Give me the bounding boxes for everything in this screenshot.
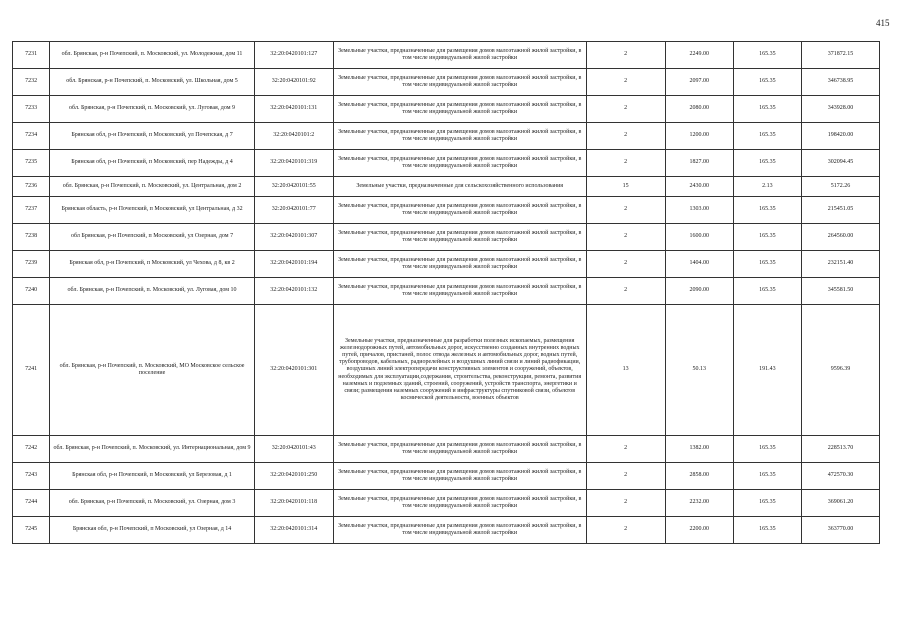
- page-number: 415: [876, 18, 890, 28]
- cadastral-number: 32:20:0420101:127: [254, 42, 333, 69]
- group-code: 2: [586, 69, 665, 96]
- cadastral-number: 32:20:0420101:319: [254, 150, 333, 177]
- table-row: [13, 96, 880, 123]
- row-number: 7235: [13, 150, 50, 177]
- area: 1827.00: [665, 150, 733, 177]
- cadastral-number: 32:20:0420101:307: [254, 224, 333, 251]
- cadastral-value: 264560.00: [801, 224, 879, 251]
- area: 2430.00: [665, 177, 733, 197]
- land-use: Земельные участки, предназначенные для размещения домов малоэтажной жилой застройки, в том числе индивидуальной жилой застройки: [333, 224, 586, 251]
- row-number: 7242: [13, 436, 50, 463]
- group-code: 2: [586, 224, 665, 251]
- group-code: 2: [586, 251, 665, 278]
- table-row: [13, 490, 880, 517]
- cadastral-value: 5172.26: [801, 177, 879, 197]
- rate: 165.35: [733, 251, 801, 278]
- group-code: 2: [586, 42, 665, 69]
- area: 2858.00: [665, 463, 733, 490]
- cadastral-number: 32:20:0420101:132: [254, 278, 333, 305]
- row-number: 7234: [13, 123, 50, 150]
- area: 2090.00: [665, 278, 733, 305]
- cadastral-value: 198420.00: [801, 123, 879, 150]
- cadastral-value: 343928.00: [801, 96, 879, 123]
- rate: 165.35: [733, 278, 801, 305]
- cadastral-number: 32:20:0420101:55: [254, 177, 333, 197]
- address: обл. Брянская, р-н Почепский, п. Московский, ул. Центральная, дом 2: [50, 177, 254, 197]
- table-row: [13, 123, 880, 150]
- address: Брянская область, р-н Почепский, п Московский, ул Центральная, д 32: [50, 197, 254, 224]
- rate: 165.35: [733, 123, 801, 150]
- cadastral-value: 215451.05: [801, 197, 879, 224]
- address: Брянская обл, р-н Почепский, п Московский, ул Озерная, д 14: [50, 517, 254, 544]
- land-use: Земельные участки, предназначенные для сельскохозяйственного использования: [333, 177, 586, 197]
- cadastral-number: 32:20:0420101:250: [254, 463, 333, 490]
- row-number: 7241: [13, 305, 50, 436]
- rate: 165.35: [733, 96, 801, 123]
- rate: 165.35: [733, 463, 801, 490]
- cadastral-value: 371872.15: [801, 42, 879, 69]
- table-row: [13, 251, 880, 278]
- group-code: 2: [586, 96, 665, 123]
- row-number: 7236: [13, 177, 50, 197]
- land-use: Земельные участки, предназначенные для размещения домов малоэтажной жилой застройки, в том числе индивидуальной жилой застройки: [333, 123, 586, 150]
- address: обл. Брянская, р-н Почепский, п. Московский, ул. Луговая, дом 9: [50, 96, 254, 123]
- address: Брянская обл, р-н Почепский, п Московский, ул Почепская, д 7: [50, 123, 254, 150]
- group-code: 2: [586, 123, 665, 150]
- table-row: [13, 150, 880, 177]
- cadastral-value: 302094.45: [801, 150, 879, 177]
- area: 2200.00: [665, 517, 733, 544]
- rate: 165.35: [733, 224, 801, 251]
- table-row: [13, 463, 880, 490]
- land-use: Земельные участки, предназначенные для размещения домов малоэтажной жилой застройки, в том числе индивидуальной жилой застройки: [333, 42, 586, 69]
- rate: 165.35: [733, 490, 801, 517]
- row-number: 7238: [13, 224, 50, 251]
- address: обл. Брянская, р-н Почепский, п. Московский, ул. Молодежная, дом 11: [50, 42, 254, 69]
- land-use: Земельные участки, предназначенные для размещения домов малоэтажной жилой застройки, в том числе индивидуальной жилой застройки: [333, 96, 586, 123]
- row-number: 7232: [13, 69, 50, 96]
- address: обл. Брянская, р-н Почепский, п. Московский, ул. Озерная, дом 3: [50, 490, 254, 517]
- group-code: 2: [586, 278, 665, 305]
- cadastral-number: 32:20:0420101:43: [254, 436, 333, 463]
- rate: 165.35: [733, 150, 801, 177]
- address: обл. Брянская, р-н Почепский, п. Московский, МО Московское сельское поселение: [50, 305, 254, 436]
- row-number: 7244: [13, 490, 50, 517]
- table-row: [13, 224, 880, 251]
- cadastral-value: 363770.00: [801, 517, 879, 544]
- row-number: 7243: [13, 463, 50, 490]
- registry-rows: [13, 42, 880, 544]
- area: 2249.00: [665, 42, 733, 69]
- rate: 165.35: [733, 69, 801, 96]
- land-use: Земельные участки, предназначенные для размещения домов малоэтажной жилой застройки, в том числе индивидуальной жилой застройки: [333, 251, 586, 278]
- cadastral-value: 369061.20: [801, 490, 879, 517]
- row-number: 7231: [13, 42, 50, 69]
- table-row: [13, 69, 880, 96]
- cadastral-value: 9596.39: [801, 305, 879, 436]
- land-use: Земельные участки, предназначенные для размещения домов малоэтажной жилой застройки, в том числе индивидуальной жилой застройки: [333, 278, 586, 305]
- cadastral-value: 346738.95: [801, 69, 879, 96]
- cadastral-number: 32:20:0420101:314: [254, 517, 333, 544]
- address: обл. Брянская, р-н Почепский, п. Московский, ул. Луговая, дом 10: [50, 278, 254, 305]
- cadastral-value: 472570.30: [801, 463, 879, 490]
- rate: 165.35: [733, 436, 801, 463]
- land-use: Земельные участки, предназначенные для размещения домов малоэтажной жилой застройки, в том числе индивидуальной жилой застройки: [333, 150, 586, 177]
- group-code: 2: [586, 197, 665, 224]
- address: Брянская обл, р-н Почепский, п Московский, ул Чехова, д 8, кв 2: [50, 251, 254, 278]
- row-number: 7240: [13, 278, 50, 305]
- table-row: [13, 517, 880, 544]
- land-use: Земельные участки, предназначенные для размещения домов малоэтажной жилой застройки, в том числе индивидуальной жилой застройки: [333, 490, 586, 517]
- rate: 165.35: [733, 197, 801, 224]
- land-use: Земельные участки, предназначенные для размещения домов малоэтажной жилой застройки, в том числе индивидуальной жилой застройки: [333, 463, 586, 490]
- land-use: Земельные участки, предназначенные для размещения домов малоэтажной жилой застройки, в том числе индивидуальной жилой застройки: [333, 436, 586, 463]
- row-number: 7239: [13, 251, 50, 278]
- group-code: 2: [586, 517, 665, 544]
- area: 2080.00: [665, 96, 733, 123]
- cadastral-value: 232151.40: [801, 251, 879, 278]
- group-code: 13: [586, 305, 665, 436]
- group-code: 15: [586, 177, 665, 197]
- address: обл. Брянская, р-н Почепский, п. Московский, ул. Школьная, дом 5: [50, 69, 254, 96]
- address: Брянская обл, р-н Почепский, п Московский, ул Березовая, д 1: [50, 463, 254, 490]
- group-code: 2: [586, 150, 665, 177]
- address: Брянская обл, р-н Почепский, п Московский, пер Надежды, д 4: [50, 150, 254, 177]
- area: 1303.00: [665, 197, 733, 224]
- rate: 2.13: [733, 177, 801, 197]
- group-code: 2: [586, 490, 665, 517]
- address: обл. Брянская, р-н Почепский, п. Московский, ул. Интернациональная, дом 9: [50, 436, 254, 463]
- row-number: 7245: [13, 517, 50, 544]
- table-row: [13, 278, 880, 305]
- row-number: 7233: [13, 96, 50, 123]
- cadastral-number: 32:20:0420101:77: [254, 197, 333, 224]
- table-row: [13, 42, 880, 69]
- cadastral-number: 32:20:0420101:301: [254, 305, 333, 436]
- land-use: Земельные участки, предназначенные для размещения домов малоэтажной жилой застройки, в том числе индивидуальной жилой застройки: [333, 69, 586, 96]
- cadastral-value: 345581.50: [801, 278, 879, 305]
- cadastral-number: 32:20:0420101:92: [254, 69, 333, 96]
- area: 50.13: [665, 305, 733, 436]
- table-row: [13, 436, 880, 463]
- address: обл Брянская, р-н Почепский, п Московский, ул Озерная, дом 7: [50, 224, 254, 251]
- table-row: [13, 305, 880, 436]
- rate: 165.35: [733, 42, 801, 69]
- table-row: [13, 197, 880, 224]
- land-use: Земельные участки, предназначенные для размещения домов малоэтажной жилой застройки, в том числе индивидуальной жилой застройки: [333, 517, 586, 544]
- land-use: Земельные участки, предназначенные для размещения домов малоэтажной жилой застройки, в том числе индивидуальной жилой застройки: [333, 197, 586, 224]
- land-registry-table: [12, 41, 880, 544]
- cadastral-number: 32:20:0420101:2: [254, 123, 333, 150]
- cadastral-number: 32:20:0420101:194: [254, 251, 333, 278]
- cadastral-number: 32:20:0420101:131: [254, 96, 333, 123]
- area: 1600.00: [665, 224, 733, 251]
- land-use: Земельные участки, предназначенные для разработки полезных ископаемых, размещения железнодорожных путей, автомобильных дорог, искусственно созданных внутренних водных путей, причалов, пристаней, полос отвода железных и автомобильных дорог, водных путей, трубопроводов, кабельных, радиорелейных и воздушных линий связи и линий радиофикации, воздушных линий электропередачи конструктивных элементов и сооружений, объектов, необходимых для эксплуатации,содержания, строительства, реконструкции, ремонта, развития наземных и подземных зданий, строений, сооружений, устройств транспорта, энергетики и связи; размещения наземных сооружений и инфраструктуры спутниковой связи, объектов космической деятельности, военных объектов: [333, 305, 586, 436]
- row-number: 7237: [13, 197, 50, 224]
- area: 2232.00: [665, 490, 733, 517]
- rate: 191.43: [733, 305, 801, 436]
- area: 1404.00: [665, 251, 733, 278]
- group-code: 2: [586, 463, 665, 490]
- cadastral-value: 228513.70: [801, 436, 879, 463]
- area: 1200.00: [665, 123, 733, 150]
- group-code: 2: [586, 436, 665, 463]
- cadastral-number: 32:20:0420101:118: [254, 490, 333, 517]
- table-row: [13, 177, 880, 197]
- rate: 165.35: [733, 517, 801, 544]
- area: 1382.00: [665, 436, 733, 463]
- area: 2097.00: [665, 69, 733, 96]
